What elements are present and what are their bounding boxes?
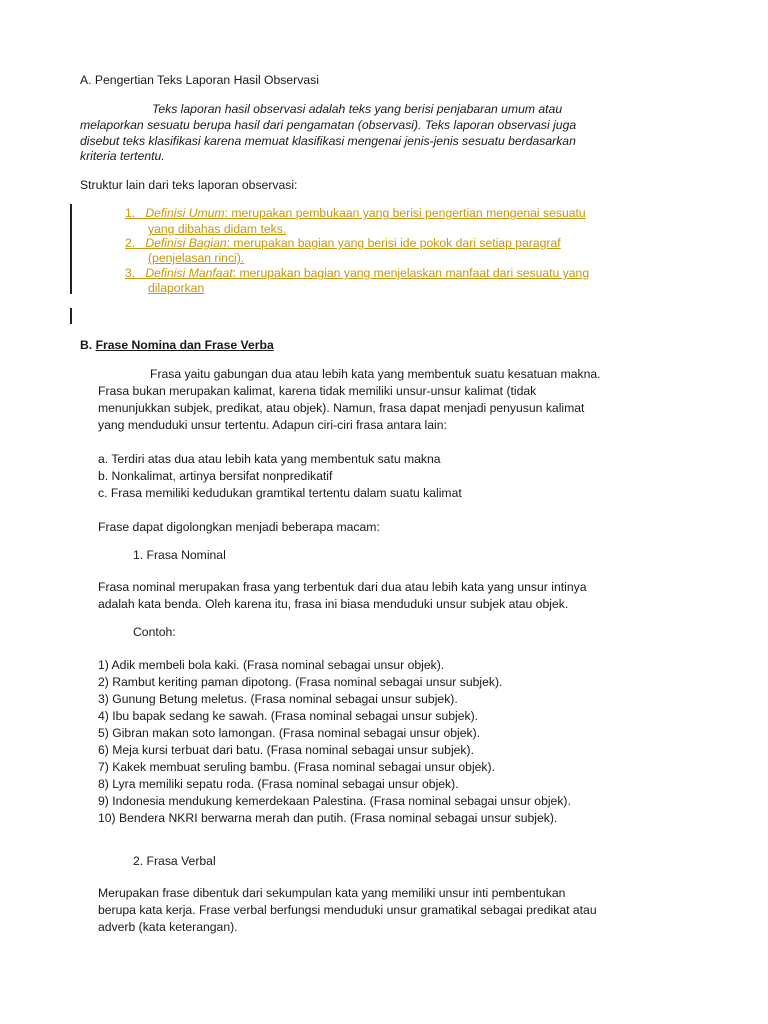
example-item: 2) Rambut keriting paman dipotong. (Frasa nominal sebagai unsur subjek). [98, 675, 503, 689]
intro-line: menunjukkan subjek, predikat, atau objek). Namun, frasa dapat menjadi penyusun kalimat [98, 401, 585, 415]
example-item: 7) Kakek membuat seruling bambu. (Frasa nominal sebagai unsur objek). [98, 760, 495, 774]
ciri-item: b. Nonkalimat, artinya bersifat nonpredikatif [98, 469, 333, 483]
list-item-cont: yang dibahas didam teks. [148, 222, 287, 236]
list-item: 2. Definisi Bagian: merupakan bagian yang berisi ide pokok dari setiap paragraf [125, 236, 561, 250]
section-b-heading: B. Frase Nomina dan Frase Verba [80, 338, 274, 352]
example-item: 1) Adik membeli bola kaki. (Frasa nominal sebagai unsur objek). [98, 658, 445, 672]
list-item: 3. Definisi Manfaat: merupakan bagian yang menjelaskan manfaat dari sesuatu yang [125, 266, 590, 280]
verbal-def-line: adverb (kata keterangan). [98, 920, 238, 934]
nominal-heading: 1. Frasa Nominal [133, 548, 226, 562]
cursor-bar [70, 308, 72, 324]
example-item: 10) Bendera NKRI berwarna merah dan putih. (Frasa nominal sebagai unsur subjek). [98, 811, 558, 825]
example-item: 6) Meja kursi terbuat dari batu. (Frasa nominal sebagai unsur subjek). [98, 743, 474, 757]
verbal-heading: 2. Frasa Verbal [133, 854, 216, 868]
intro-line: yang menduduki unsur tertentu. Adapun ciri-ciri frasa antara lain: [98, 418, 447, 432]
definition-line-3: disebut teks klasifikasi karena memuat klasifikasi mengenai jenis-jenis sesuatu berdasarkan [80, 134, 576, 148]
ciri-item: c. Frasa memiliki kedudukan gramtikal tertentu dalam suatu kalimat [98, 486, 462, 500]
intro-line: Frasa bukan merupakan kalimat, karena tidak memiliki unsur-unsur kalimat (tidak [98, 384, 537, 398]
list-item-cont: dilaporkan [148, 281, 205, 295]
definition-line-4: kriteria tertentu. [80, 149, 165, 163]
contoh-label: Contoh: [133, 625, 176, 639]
nominal-def-line: adalah kata benda. Oleh karena itu, frasa ini biasa menduduki unsur subjek atau objek. [98, 597, 569, 611]
verbal-def-line: berupa kata kerja. Frase verbal berfungsi menduduki unsur gramatikal sebagai predikat atau [98, 903, 597, 917]
change-bar [70, 204, 72, 294]
example-item: 9) Indonesia mendukung kemerdekaan Palestina. (Frasa nominal sebagai unsur objek). [98, 794, 571, 808]
list-item: 1. Definisi Umum: merupakan pembukaan yang berisi pengertian mengenai sesuatu [125, 206, 586, 220]
example-item: 3) Gunung Betung meletus. (Frasa nominal sebagai unsur subjek). [98, 692, 458, 706]
list-item-cont: (penjelasan rinci). [148, 251, 245, 265]
example-item: 8) Lyra memiliki sepatu roda. (Frasa nominal sebagai unsur objek). [98, 777, 459, 791]
example-item: 5) Gibran makan soto lamongan. (Frasa nominal sebagai unsur objek). [98, 726, 481, 740]
definition-line-1: Teks laporan hasil observasi adalah teks yang berisi penjabaran umum atau [152, 102, 563, 116]
ciri-item: a. Terdiri atas dua atau lebih kata yang membentuk satu makna [98, 452, 441, 466]
structure-intro: Struktur lain dari teks laporan observasi: [80, 178, 298, 192]
nominal-def-line: Frasa nominal merupakan frasa yang terbentuk dari dua atau lebih kata yang unsur intinya [98, 580, 587, 594]
intro-line: Frasa yaitu gabungan dua atau lebih kata yang membentuk suatu kesatuan makna. [150, 367, 601, 381]
section-a-heading: A. Pengertian Teks Laporan Hasil Observasi [80, 73, 319, 87]
golongan-intro: Frase dapat digolongkan menjadi beberapa macam: [98, 520, 380, 534]
definition-line-2: melaporkan sesuatu berupa hasil dari pengamatan (observasi). Teks laporan observasi juga [80, 118, 577, 132]
example-item: 4) Ibu bapak sedang ke sawah. (Frasa nominal sebagai unsur subjek). [98, 709, 479, 723]
verbal-def-line: Merupakan frase dibentuk dari sekumpulan kata yang memiliki unsur inti pembentukan [98, 886, 566, 900]
